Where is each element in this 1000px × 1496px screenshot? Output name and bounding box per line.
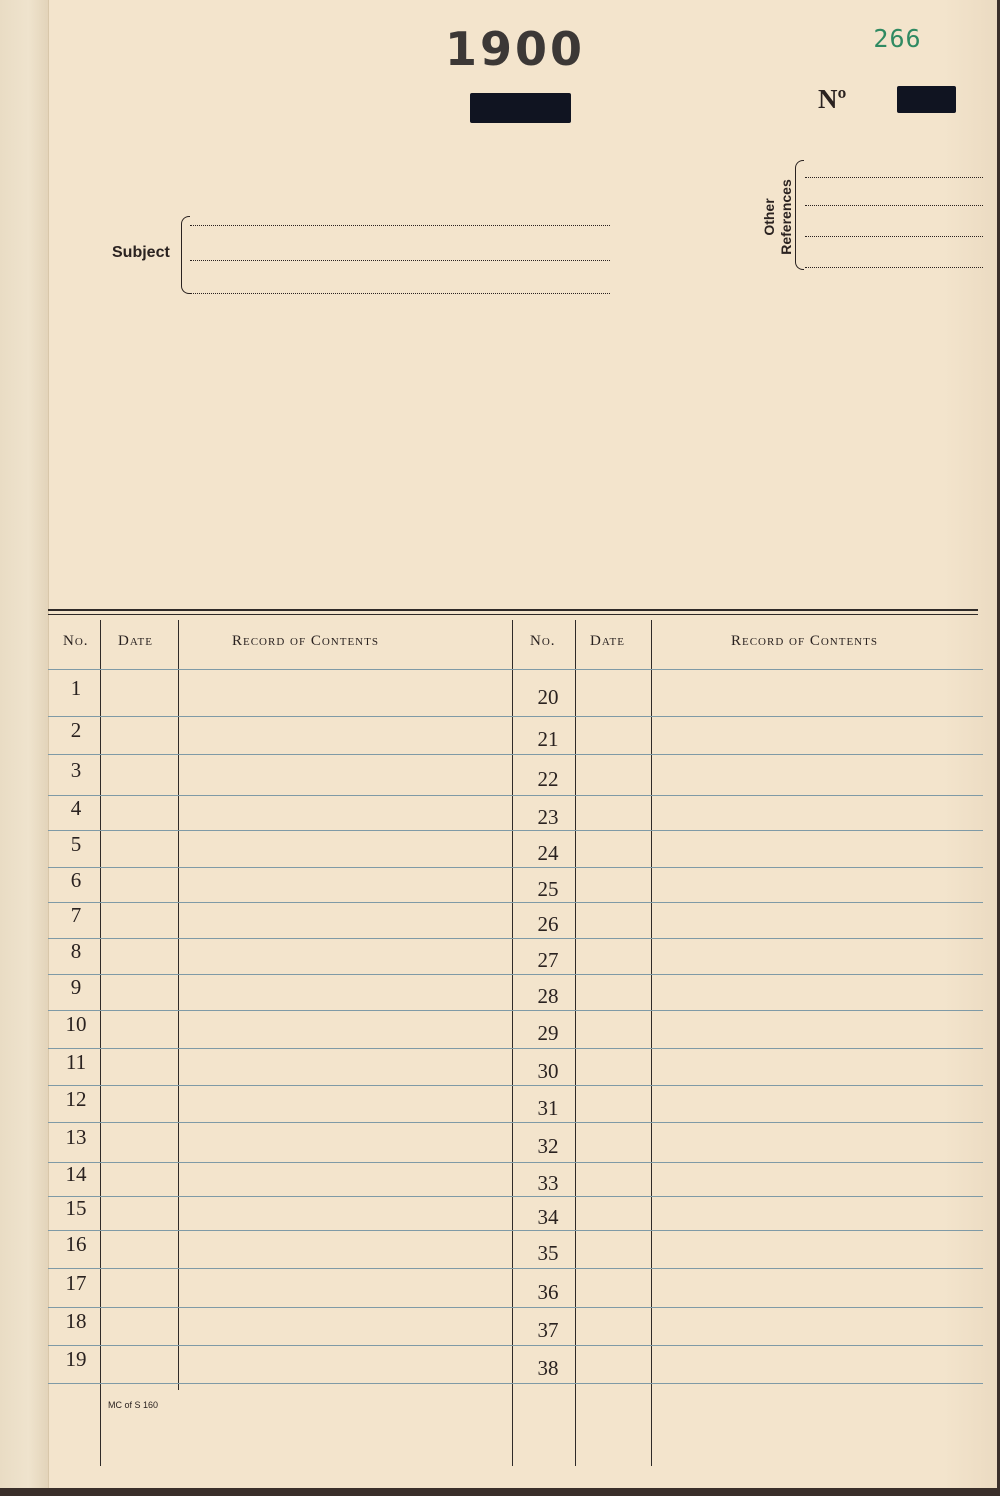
- row-number-left: 8: [70, 939, 82, 963]
- row-ruling-line: [48, 754, 983, 755]
- row-number-right: 21: [537, 727, 559, 751]
- other-references-line-1: Other: [761, 198, 777, 236]
- column-divider-left-date: [178, 620, 179, 1390]
- subject-label: Subject: [112, 244, 170, 261]
- printer-imprint: MC of S 160: [108, 1400, 159, 1410]
- row-number-right: 35: [537, 1241, 559, 1265]
- column-divider-left-no: [100, 620, 101, 1466]
- header-date-right: Date: [590, 633, 625, 649]
- row-number-left: 4: [70, 795, 82, 820]
- row-number-left: 13: [65, 1125, 87, 1149]
- row-number-left: 17: [65, 1270, 87, 1295]
- row-number-right: 30: [537, 1058, 559, 1083]
- row-number-right: 23: [537, 804, 559, 829]
- row-number-left: 10: [65, 1012, 87, 1036]
- row-ruling-line: [48, 830, 983, 831]
- row-ruling-line: [48, 1196, 983, 1197]
- row-ruling-line: [48, 867, 983, 868]
- row-ruling-line: [48, 938, 983, 939]
- row-ruling-line: [48, 1268, 983, 1269]
- row-number-left: 12: [65, 1086, 87, 1111]
- row-number-left: 5: [70, 831, 82, 856]
- row-number-left: 14: [65, 1162, 87, 1186]
- row-number-right: 37: [537, 1318, 559, 1342]
- number-label: Nº: [818, 84, 847, 114]
- subject-brace: [181, 216, 190, 294]
- row-number-left: 18: [65, 1309, 87, 1333]
- row-number-right: 28: [537, 984, 559, 1008]
- row-ruling-line: [48, 1307, 983, 1308]
- table-top-rule-inner: [48, 614, 978, 615]
- redaction-bar-number: [897, 86, 956, 113]
- row-number-right: 22: [537, 766, 559, 791]
- references-line-2[interactable]: [805, 205, 983, 206]
- row-number-left: 19: [65, 1347, 87, 1371]
- row-ruling-line: [48, 1383, 983, 1384]
- header-record-right: Record of Contents: [731, 633, 878, 649]
- row-number-right: 31: [537, 1095, 559, 1120]
- row-number-left: 15: [65, 1196, 87, 1220]
- year-heading: 1900: [444, 22, 586, 76]
- references-line-1[interactable]: [805, 177, 983, 178]
- subject-line-2[interactable]: [190, 260, 610, 261]
- row-number-right: 38: [537, 1356, 559, 1380]
- page-edge-shadow: [944, 0, 1000, 1496]
- row-number-left: 2: [70, 718, 82, 742]
- row-ruling-line: [48, 1085, 983, 1086]
- row-ruling-line: [48, 1048, 983, 1049]
- header-record-left: Record of Contents: [232, 633, 379, 649]
- row-number-right: 24: [537, 840, 559, 865]
- row-ruling-line: [48, 974, 983, 975]
- column-divider-right-date: [651, 620, 652, 1466]
- row-number-left: 7: [70, 903, 82, 927]
- row-ruling-line: [48, 1230, 983, 1231]
- row-ruling-line: [48, 1162, 983, 1163]
- row-ruling-line: [48, 1345, 983, 1346]
- subject-line-3[interactable]: [190, 293, 610, 294]
- row-ruling-line: [48, 1122, 983, 1123]
- row-number-right: 27: [537, 948, 559, 972]
- header-date-left: Date: [118, 633, 153, 649]
- table-top-rule: [48, 609, 978, 611]
- row-ruling-line: [48, 716, 983, 717]
- column-divider-middle: [512, 620, 513, 1466]
- binding-spine: [0, 0, 49, 1496]
- row-number-left: 9: [70, 975, 82, 999]
- row-number-right: 36: [537, 1279, 559, 1304]
- row-number-right: 20: [537, 684, 559, 709]
- header-no-left: No.: [63, 633, 89, 649]
- row-number-right: 29: [537, 1021, 559, 1045]
- references-line-3[interactable]: [805, 236, 983, 237]
- redaction-bar-year: [470, 93, 571, 123]
- stamp-number: 266: [873, 24, 922, 53]
- other-references-line-2: References: [778, 179, 794, 255]
- row-ruling-line: [48, 669, 983, 670]
- row-ruling-line: [48, 795, 983, 796]
- row-number-right: 26: [537, 912, 559, 936]
- row-number-right: 34: [537, 1205, 559, 1229]
- references-brace: [795, 160, 804, 270]
- bottom-border: [0, 1488, 1000, 1496]
- row-number-right: 33: [537, 1171, 559, 1195]
- row-number-left: 3: [70, 757, 82, 782]
- row-number-right: 25: [537, 876, 559, 901]
- row-number-left: 16: [65, 1232, 87, 1256]
- subject-line-1[interactable]: [190, 225, 610, 226]
- row-number-left: 1: [70, 675, 82, 700]
- row-number-left: 6: [70, 867, 82, 892]
- header-no-right: No.: [530, 633, 556, 649]
- row-number-left: 11: [65, 1049, 87, 1074]
- row-number-right: 32: [537, 1134, 559, 1158]
- other-references-label: [761, 167, 795, 267]
- row-ruling-line: [48, 902, 983, 903]
- row-ruling-line: [48, 1010, 983, 1011]
- references-line-4[interactable]: [805, 267, 983, 268]
